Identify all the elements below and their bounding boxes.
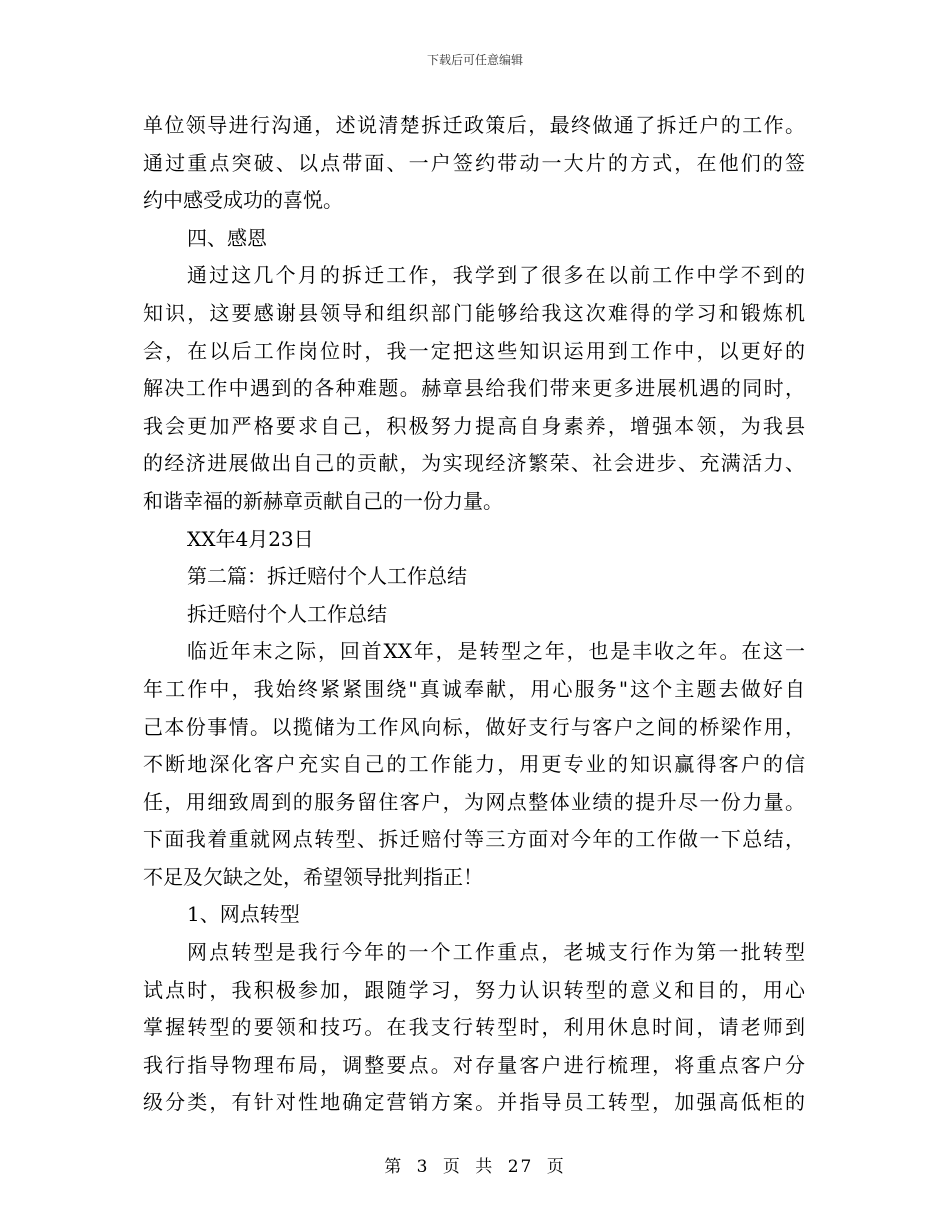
body-line: 的经济进展做出自己的贡献，为实现经济繁荣、社会进步、充满活力、 <box>143 451 805 476</box>
body-line: 单位领导进行沟通，述说清楚拆迁政策后，最终做通了拆迁户的工作。 <box>143 113 805 137</box>
section-heading: 1、网点转型 <box>187 902 300 927</box>
body-line: 网点转型是我行今年的一个工作重点，老城支行作为第一批转型 <box>187 940 805 965</box>
body-line: 和谐幸福的新赫章贡献自己的一份力量。 <box>143 488 503 513</box>
date-line: XX年4月23日 <box>187 526 314 551</box>
body-line: 任，用细致周到的服务留住客户，为网点整体业绩的提升尽一份力量。 <box>143 789 805 814</box>
body-line: 不断地深化客户充实自己的工作能力，用更专业的知识赢得客户的信 <box>143 752 805 777</box>
body-line: 下面我着重就网点转型、拆迁赔付等三方面对今年的工作做一下总结， <box>143 827 805 852</box>
body-line: 我会更加严格要求自己，积极努力提高自身素养，增强本领，为我县 <box>143 413 805 438</box>
page-header: 下载后可任意编辑 <box>426 53 523 67</box>
body-line: 临近年末之际，回首XX年，是转型之年，也是丰收之年。在这一 <box>187 639 805 664</box>
body-line: 约中感受成功的喜悦。 <box>143 188 343 213</box>
body-line: 试点时，我积极参加，跟随学习，努力认识转型的意义和目的，用心 <box>143 977 805 1002</box>
body-line: 通过重点突破、以点带面、一户签约带动一大片的方式，在他们的签 <box>143 150 805 175</box>
section-heading: 四、感恩 <box>187 225 267 250</box>
body-line: 通过这几个月的拆迁工作，我学到了很多在以前工作中学不到的 <box>187 263 805 288</box>
body-line: 解决工作中遇到的各种难题。赫章县给我们带来更多进展机遇的同时， <box>143 376 805 401</box>
body-line: 己本份事情。以揽储为工作风向标，做好支行与客户之间的桥梁作用， <box>143 714 805 739</box>
body-line: 级分类，有针对性地确定营销方案。并指导员工转型，加强高低柜的 <box>143 1090 805 1115</box>
page-number: 第 3 页 共 27 页 <box>384 1157 566 1177</box>
body-line: 掌握转型的要领和技巧。在我支行转型时，利用休息时间，请老师到 <box>143 1015 805 1040</box>
body-line: 不足及欠缺之处，希望领导批判指正！ <box>143 864 483 889</box>
body-line: 知识，这要感谢县领导和组织部门能够给我这次难得的学习和锻炼机 <box>143 300 805 325</box>
body-line: 会，在以后工作岗位时，我一定把这些知识运用到工作中，以更好的 <box>143 338 805 363</box>
document-title: 拆迁赔付个人工作总结 <box>187 601 387 626</box>
body-line: 我行指导物理布局，调整要点。对存量客户进行梳理，将重点客户分 <box>143 1052 805 1077</box>
body-line: 年工作中，我始终紧紧围绕"真诚奉献，用心服务"这个主题去做好自 <box>143 676 805 701</box>
document-body <box>143 107 805 1122</box>
chapter-title: 第二篇：拆迁赔付个人工作总结 <box>187 564 467 589</box>
